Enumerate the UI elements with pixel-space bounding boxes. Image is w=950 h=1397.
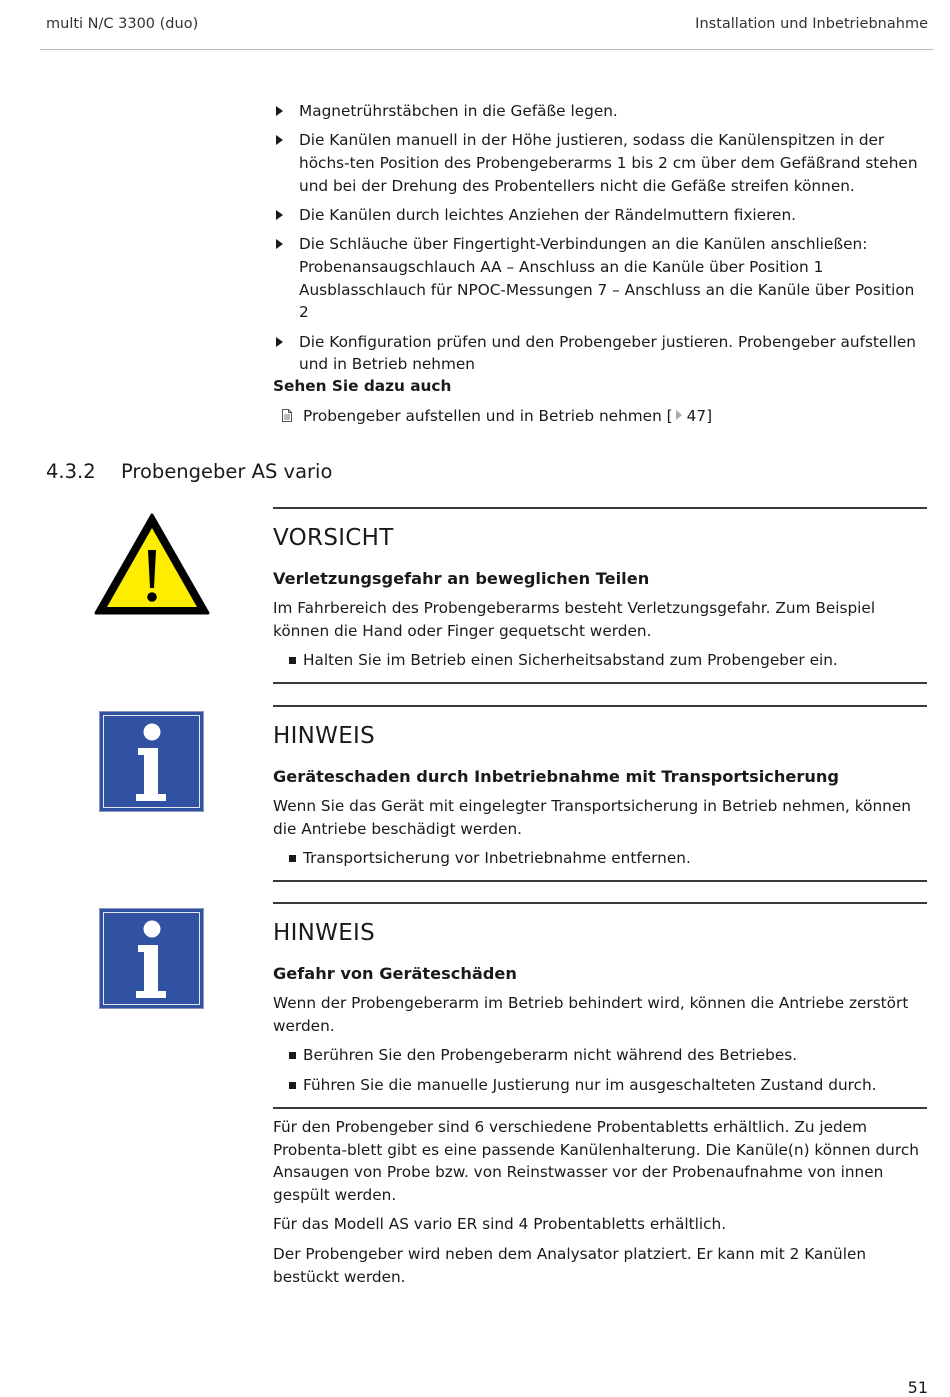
page-ref-arrow-icon — [676, 410, 682, 420]
notice-divider — [273, 880, 927, 882]
header-document-title: multi N/C 3300 (duo) — [46, 16, 199, 32]
triangle-right-icon — [276, 239, 283, 249]
notice-type: HINWEIS — [273, 723, 376, 749]
see-also-block — [273, 375, 927, 427]
info-icon — [99, 711, 204, 812]
notice-divider — [273, 682, 927, 684]
page-number: 51 — [907, 1378, 928, 1397]
step-text: Die Konfiguration prüfen und den Probengeber justieren. Probengeber aufstellen und in Betrieb nehmen — [299, 332, 916, 374]
section-number: 4.3.2 — [46, 460, 96, 483]
square-bullet-icon — [289, 1082, 296, 1089]
warning-triangle-icon — [93, 512, 211, 616]
step-text: Die Kanülen manuell in der Höhe justieren, sodass die Kanülenspitzen in der höchs-ten Position des Probengeberarms 1 bis 2 cm über dem Gefäßrand stehen und bei der Drehung des Probentellers nicht die Gefäße streifen können. — [299, 131, 918, 195]
info-notice — [273, 902, 927, 1096]
notice-bullet — [273, 1044, 927, 1067]
step-item — [273, 233, 927, 323]
info-icon — [99, 908, 204, 1009]
notice-type: HINWEIS — [273, 920, 376, 946]
header-divider — [40, 49, 934, 50]
square-bullet-icon — [289, 657, 296, 664]
step-item — [273, 100, 927, 123]
notice-type: VORSICHT — [273, 525, 394, 551]
step-text: Magnetrührstäbchen in die Gefäße legen. — [299, 102, 618, 120]
page-header — [46, 16, 928, 36]
triangle-right-icon — [276, 337, 283, 347]
bullet-text: Transportsicherung vor Inbetriebnahme entfernen. — [303, 849, 691, 868]
paragraph: Für das Modell AS vario ER sind 4 Probentabletts erhältlich. — [273, 1215, 727, 1234]
triangle-right-icon — [276, 210, 283, 220]
step-item — [273, 204, 927, 227]
section-heading — [46, 459, 332, 485]
notice-subtitle: Gefahr von Geräteschäden — [273, 964, 517, 983]
info-glyph — [100, 712, 205, 813]
caution-notice — [273, 507, 927, 672]
notice-bullet — [273, 649, 927, 672]
notice-bullet — [273, 1074, 927, 1097]
bullet-text: Berühren Sie den Probengeberarm nicht während des Betriebes. — [303, 1046, 798, 1065]
paragraph: Für den Probengeber sind 6 verschiedene Probentabletts erhältlich. Zu jedem Probenta-blett gibt es eine passende Kanülenhalterung. Die Kanüle(n) können durch Ansaugen von Probe bzw. von Reinstwasser vor der Probenaufnahme von innen gespült werden. — [273, 1118, 919, 1204]
step-item — [273, 331, 927, 376]
header-chapter-title: Installation und Inbetriebnahme — [695, 16, 928, 32]
notice-text: Wenn Sie das Gerät mit eingelegter Transportsicherung in Betrieb nehmen, können die Antriebe beschädigt werden. — [273, 797, 911, 838]
see-also-link-text: Probengeber aufstellen und in Betrieb nehmen [ — [303, 407, 673, 425]
step-text: Die Schläuche über Fingertight-Verbindungen an die Kanülen anschließen: Probenansaugschlauch AA – Anschluss an die Kanüle über Position 1 Ausblasschlauch für NPOC-Messungen 7 – Anschluss an die Kanüle über Position 2 — [299, 235, 915, 322]
document-icon — [282, 409, 292, 422]
notice-text: Wenn der Probengeberarm im Betrieb behindert wird, können die Antriebe zerstört werden. — [273, 994, 909, 1035]
step-text: Die Kanülen durch leichtes Anziehen der Rändelmuttern fixieren. — [299, 205, 796, 224]
see-also-link-page: 47] — [686, 407, 713, 425]
see-also-title: Sehen Sie dazu auch — [273, 377, 452, 395]
notice-subtitle: Verletzungsgefahr an beweglichen Teilen — [273, 569, 650, 588]
instruction-steps — [273, 100, 927, 383]
triangle-right-icon — [276, 135, 283, 145]
see-also-link[interactable] — [273, 405, 927, 427]
bullet-text: Halten Sie im Betrieb einen Sicherheitsabstand zum Probengeber ein. — [303, 651, 838, 670]
notice-subtitle: Geräteschaden durch Inbetriebnahme mit Transportsicherung — [273, 767, 839, 786]
square-bullet-icon — [289, 855, 296, 862]
body-text — [273, 1116, 927, 1295]
section-title: Probengeber AS vario — [121, 460, 333, 483]
triangle-right-icon — [276, 106, 283, 116]
info-glyph — [100, 909, 205, 1010]
notice-divider — [273, 1107, 927, 1109]
paragraph: Der Probengeber wird neben dem Analysator platziert. Er kann mit 2 Kanülen bestückt werden. — [273, 1244, 867, 1286]
notice-bullet — [273, 847, 927, 870]
step-item — [273, 129, 927, 197]
square-bullet-icon — [289, 1052, 296, 1059]
bullet-text: Führen Sie die manuelle Justierung nur im ausgeschalteten Zustand durch. — [303, 1075, 877, 1094]
notice-text: Im Fahrbereich des Probengeberarms besteht Verletzungsgefahr. Zum Beispiel können die Hand oder Finger gequetscht werden. — [273, 599, 876, 640]
info-notice — [273, 705, 927, 870]
